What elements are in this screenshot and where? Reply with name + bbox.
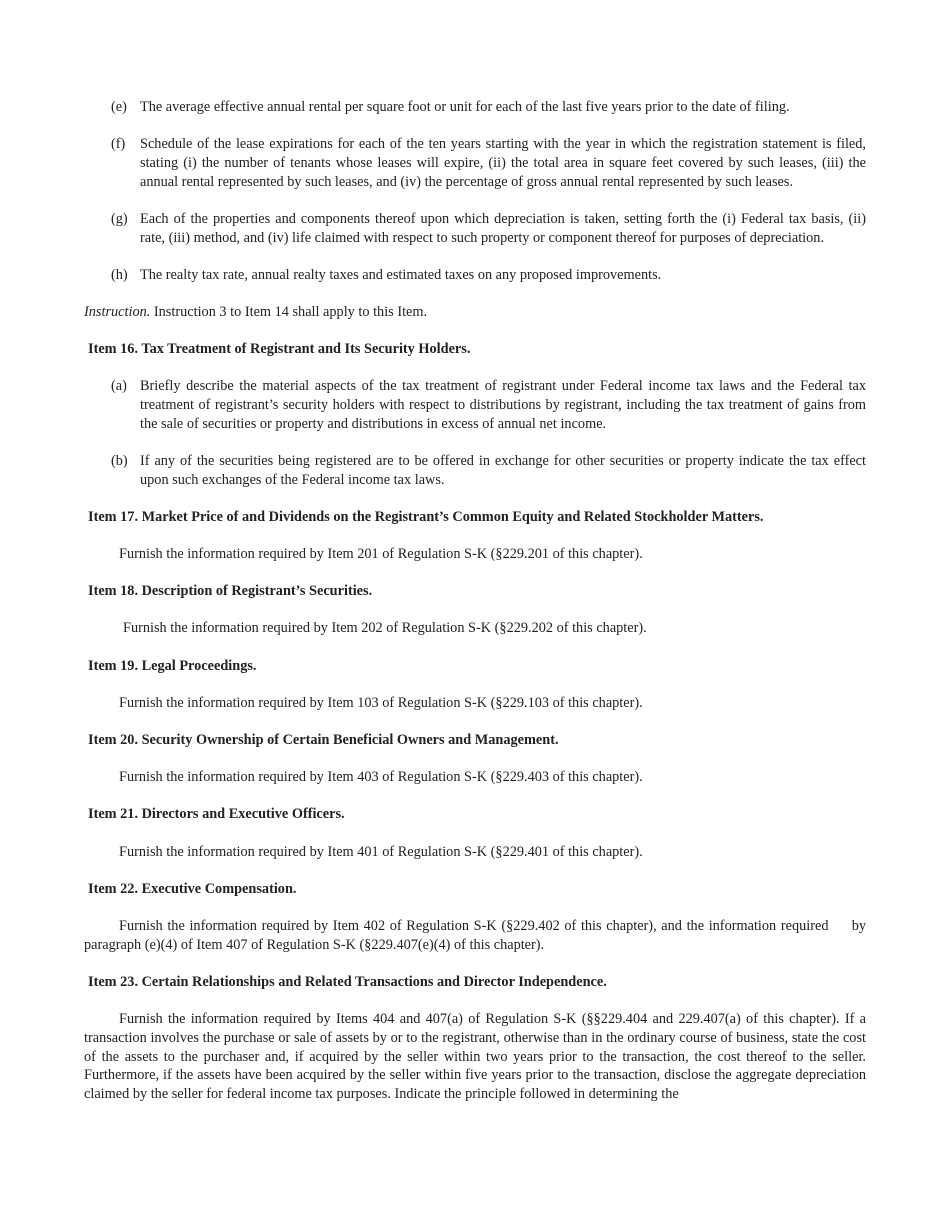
list-label: (b) xyxy=(111,452,128,469)
page-content xyxy=(84,98,870,1104)
list-text: Briefly describe the material aspects of the tax treatment of registrant under Federal income tax laws and the Federal tax treatment of registrant’s security holders with respect to distributions by registrant, including the tax treatment of gains from the sale of securities or property and distributions in excess of annual net income. xyxy=(140,378,866,432)
list-text: Each of the properties and components thereof upon which depreciation is taken, setting forth the (i) Federal tax basis, (ii) rate, (iii) method, and (iv) life claimed with respect to such property or component thereof for purposes of depreciation. xyxy=(140,210,866,246)
item-20-paragraph: Furnish the information required by Item 403 of Regulation S-K (§229.403 of this chapter). xyxy=(119,769,643,786)
item-16-heading: Item 16. Tax Treatment of Registrant and Its Security Holders. xyxy=(88,341,471,358)
item-22-heading: Item 22. Executive Compensation. xyxy=(88,880,297,897)
item-17-heading: Item 17. Market Price of and Dividends on the Registrant’s Common Equity and Related Stockholder Matters. xyxy=(88,508,764,525)
list-item-f xyxy=(111,135,866,191)
item-19-heading: Item 19. Legal Proceedings. xyxy=(88,657,257,674)
list-label: (a) xyxy=(111,378,127,395)
instruction-label: Instruction. xyxy=(84,303,151,320)
list-text: If any of the securities being registered are to be offered in exchange for other securities or property indicate the tax effect upon such exchanges of the Federal income tax laws. xyxy=(140,452,866,488)
item-20-heading: Item 20. Security Ownership of Certain Beneficial Owners and Management. xyxy=(88,732,559,749)
item-21-paragraph: Furnish the information required by Item 401 of Regulation S-K (§229.401 of this chapter). xyxy=(119,843,643,860)
instruction-note xyxy=(84,303,866,322)
list-text: Schedule of the lease expirations for each of the ten years starting with the year in which the registration statement is filed, stating (i) the number of tenants whose leases will expire, (ii) the total area in square feet covered by such leases, (iii) the annual rental represented by such leases, and (iv) the percentage of gross annual rental represented by such leases. xyxy=(140,136,866,190)
list-label: (h) xyxy=(111,266,128,283)
list-label: (e) xyxy=(111,99,127,115)
list-item-a xyxy=(111,377,866,433)
list-item-h xyxy=(111,266,866,285)
item-21-heading: Item 21. Directors and Executive Officers. xyxy=(88,806,345,823)
list-item-e xyxy=(111,98,866,117)
item-23-paragraph: Furnish the information required by Items 404 and 407(a) of Regulation S-K (§§229.404 and 229.407(a) of this chapter). If a transaction involves the purchase or sale of assets by or to the registrant, otherwise than in the ordinary course of business, state the cost of the assets to the purchaser and, if acquired by the seller within two years prior to the transaction, the cost thereof to the seller. Furthermore, if the assets have been acquired by the seller within five years prior to the transaction, disclose the aggregate depreciation claimed by the seller for federal income tax purposes. Indicate the principle followed in determining the xyxy=(84,1011,866,1102)
list-text: The realty tax rate, annual realty taxes and estimated taxes on any proposed improvements. xyxy=(140,266,662,283)
item-17-paragraph: Furnish the information required by Item 201 of Regulation S-K (§229.201 of this chapter). xyxy=(119,546,643,563)
list-label: (g) xyxy=(111,210,128,227)
item-23-heading: Item 23. Certain Relationships and Related Transactions and Director Independence. xyxy=(88,973,607,990)
list-item-b xyxy=(111,452,866,489)
item-18-heading: Item 18. Description of Registrant’s Securities. xyxy=(88,583,373,600)
item-18-paragraph: Furnish the information required by Item 202 of Regulation S-K (§229.202 of this chapter). xyxy=(123,620,647,637)
list-label: (f) xyxy=(111,136,126,153)
list-item-g xyxy=(111,210,866,247)
item-22-paragraph: Furnish the information required by Item 402 of Regulation S-K (§229.402 of this chapter), and the information required by paragraph (e)(4) of Item 407 of Regulation S-K (§229.407(e)(4) of this chapter). xyxy=(84,918,870,953)
list-text: The average effective annual rental per square foot or unit for each of the last five years prior to the date of filing. xyxy=(140,99,790,115)
instruction-text: Instruction 3 to Item 14 shall apply to this Item. xyxy=(150,303,428,320)
item-19-paragraph: Furnish the information required by Item 103 of Regulation S-K (§229.103 of this chapter). xyxy=(119,694,643,711)
